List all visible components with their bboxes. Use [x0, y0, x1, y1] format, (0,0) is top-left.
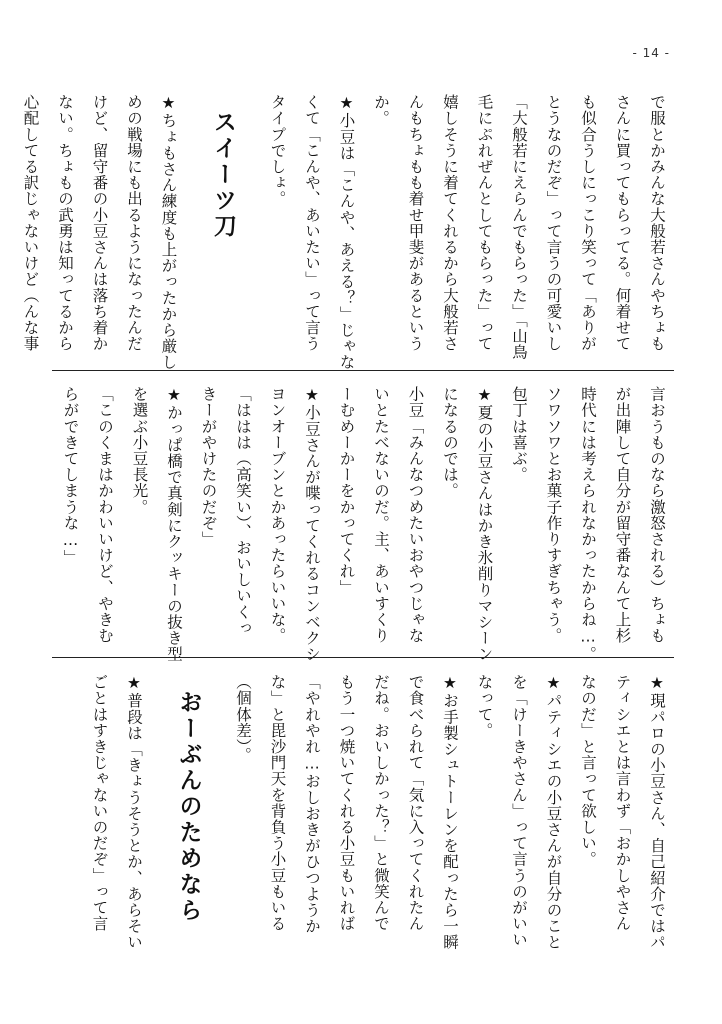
text-column: なって。 — [475, 674, 494, 739]
text-column: で服とかみんな大般若さんやちょも — [648, 94, 666, 352]
text-column: んもちょもも着せ甲斐があるという — [406, 94, 425, 352]
text-column: けど、留守番の小豆さんは落ち着か — [90, 94, 109, 352]
text-column: ★パティシエの小豆さんが自分のこと — [544, 674, 563, 951]
text-column: 「やれやれ…おしおきがひつようか — [303, 674, 321, 935]
text-column: ★小豆は「こんや、あえる？」じゃな — [337, 94, 356, 371]
text-column: くて「こんや、あいたい」って言う — [303, 94, 321, 352]
text-column: 包丁は喜ぶ。 — [510, 386, 528, 483]
text-column: めの戦場にも出るようになったんだ — [125, 94, 143, 352]
text-column: 「大般若にえらんでもらった」「山鳥 — [510, 94, 528, 360]
text-column: 小豆「みんなつめたいおやつじゃな — [406, 386, 425, 644]
text-column: もう一つ焼いてくれる小豆もいれば — [337, 674, 356, 932]
band-divider — [52, 370, 674, 371]
text-column: ★かっぱ橋で真剣にクッキーの抜き型 — [165, 386, 183, 663]
text-column: を選ぶ小豆長光。 — [130, 386, 149, 515]
text-band-bottom — [90, 674, 674, 951]
text-column: ごとはすきじゃないのだぞ」って言 — [90, 674, 109, 932]
band-divider — [52, 657, 674, 658]
section-heading: スイーツ刀 — [210, 110, 236, 240]
text-column: きーがやけたのだぞ」 — [199, 386, 218, 547]
text-column: 心配してる訳じゃないけど（んな事 — [21, 94, 40, 352]
text-column: ★お手製シュトーレンを配ったら一瞬 — [441, 674, 459, 951]
text-column: で食べられて「気に入ってくれたん — [406, 674, 425, 932]
text-column: らができてしまうな…」 — [61, 386, 80, 566]
text-column: が出陣して自分が留守番なんて上杉 — [613, 386, 632, 644]
text-column: 言おうものなら激怒される）ちょも — [648, 386, 666, 644]
text-column: だね。おいしかった？」と微笑んで — [372, 674, 390, 932]
text-column: か。 — [372, 94, 390, 127]
page-number: - 14 - — [632, 46, 670, 60]
text-column: を「けーきやさん」って言うのがいい — [510, 674, 528, 948]
text-band-middle — [61, 386, 674, 663]
text-column: 「ははは（高笑い）、おいしいくっ — [234, 386, 252, 636]
text-column: ない。ちょもの武勇は知ってるから — [56, 94, 74, 352]
text-column: ★ちょもさん練度も上がったから厳し — [159, 94, 178, 371]
section-heading: おーぶんのためなら — [175, 690, 202, 924]
text-column: なのだ」と言って欲しい。 — [579, 674, 597, 868]
text-column: タイプでしょ。 — [268, 94, 287, 207]
text-column: な」と毘沙門天を背負う小豆もいる — [268, 674, 287, 932]
text-band-top — [21, 94, 674, 371]
text-column: ★普段は「きょうそうとか、あらそい — [125, 674, 143, 951]
text-column: いとたべないのだ。主、あいすくり — [372, 386, 390, 644]
text-column: ヨンオーブンとかあったらいいな。 — [268, 386, 287, 644]
text-column: とうなのだぞ」って言うの可愛いし — [544, 94, 563, 352]
text-column: 「このくまはかわいいけど、やきむ — [96, 386, 114, 644]
text-column: ★現パロの小豆さん、自己紹介ではパ — [648, 674, 666, 951]
text-column: ★夏の小豆さんはかき氷削りマシーン — [475, 386, 494, 663]
text-column: 毛にぷれぜんとしてもらった」って — [475, 94, 494, 352]
text-column: ーむめーかーをかってくれ」 — [337, 386, 356, 596]
text-column: さんに買ってもらってる。何着せて — [613, 94, 632, 352]
text-column: 時代には考えられなかったからね…。 — [579, 386, 597, 663]
text-column: （個体差）。 — [234, 674, 252, 763]
text-column: も似合うしにっこり笑って「ありが — [579, 94, 597, 352]
text-column: ティシエとは言わず「おかしやさん — [613, 674, 632, 932]
text-column: 嬉しそうに着てくれるから大般若さ — [441, 94, 459, 352]
text-column: ソワソワとお菓子作りすぎちゃう。 — [544, 386, 563, 644]
text-column: ★小豆さんが喋ってくれるコンベクシ — [303, 386, 321, 663]
text-column: になるのでは。 — [441, 386, 459, 499]
